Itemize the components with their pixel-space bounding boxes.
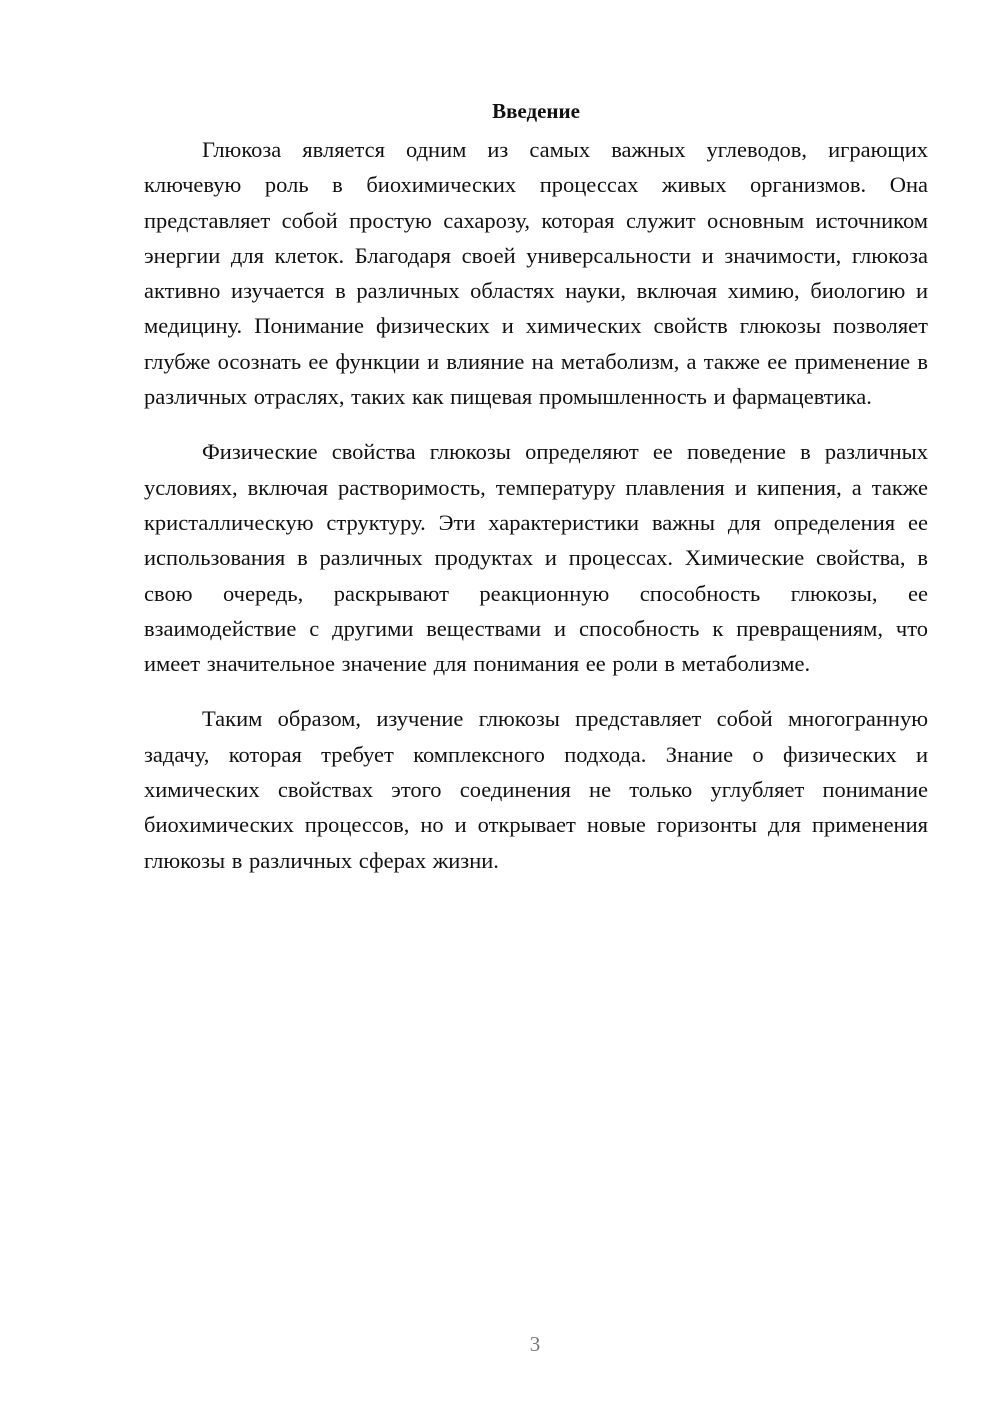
- paragraph: Физические свойства глюкозы определяют ее поведение в различных условиях, включая растворимость, температуру плавления и кипения, а также кристаллическую структуру. Эти характеристики важны для определения ее использования в различных продуктах и процессах. Химические свойства, в свою очередь, раскрывают реакционную способность глюкозы, ее взаимодействие с другими веществами и способность к превращениям, что имеет значительное значение для понимания ее роли в метаболизме.: [144, 439, 928, 677]
- page-number: 3: [529, 1332, 541, 1356]
- page-content: [144, 96, 928, 898]
- section-title: Введение: [492, 99, 580, 123]
- paragraph: Таким образом, изучение глюкозы представляет собой многогранную задачу, которая требует комплексного подхода. Знание о физических и химических свойствах этого соединения не только углубляет понимание биохимических процессов, но и открывает новые горизонты для применения глюкозы в различных сферах жизни.: [144, 706, 928, 873]
- paragraph: Глюкоза является одним из самых важных углеводов, играющих ключевую роль в биохимических процессах живых организмов. Она представляет собой простую сахарозу, которая служит основным источником энергии для клеток. Благодаря своей универсальности и значимости, глюкоза активно изучается в различных областях науки, включая химию, биологию и медицину. Понимание физических и химических свойств глюкозы позволяет глубже осознать ее функции и влияние на метаболизм, а также ее применение в различных отраслях, таких как пищевая промышленность и фармацевтика.: [144, 137, 928, 410]
